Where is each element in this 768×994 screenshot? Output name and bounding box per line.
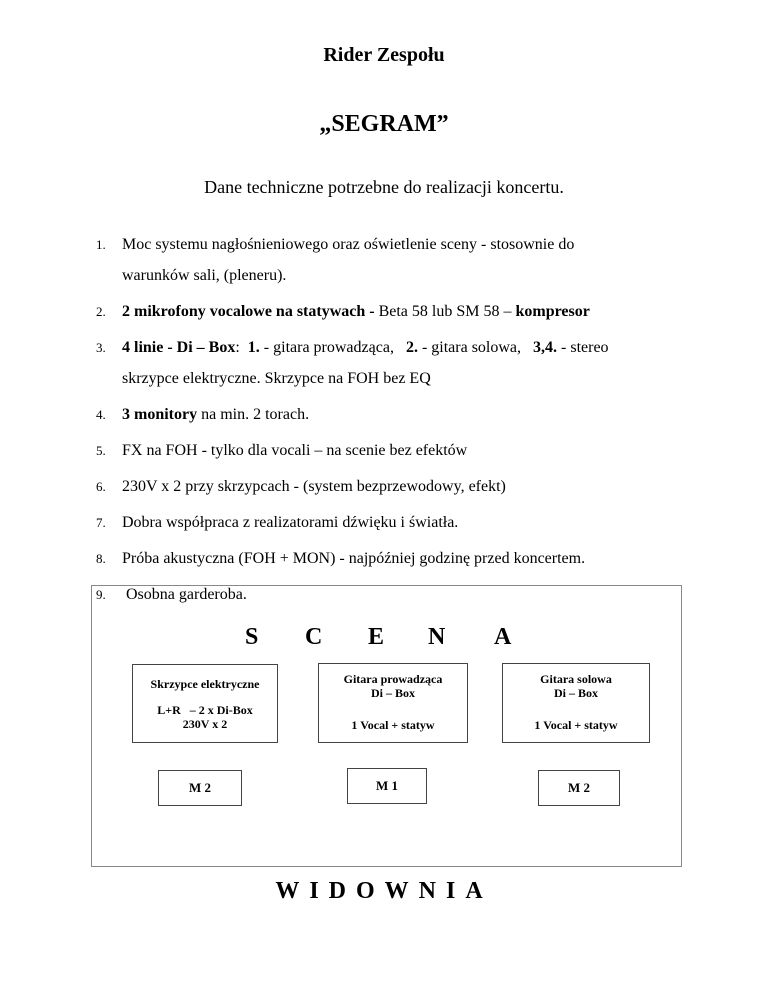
bold-text: 2. — [405, 339, 418, 356]
box-label: L+R – 2 x Di-Box — [157, 703, 253, 717]
item-text: Próba akustyczna (FOH + MON) - najpóźniej godzinę przed koncertem. — [122, 550, 586, 567]
box-label: 1 Vocal + statyw — [534, 718, 618, 732]
monitor-box: M 2 — [538, 770, 620, 806]
plain-text: Beta 58 lub SM 58 – — [374, 303, 516, 320]
item-text: Osobna garderoba. — [122, 586, 247, 603]
item-text — [122, 404, 716, 426]
list-item — [96, 301, 716, 323]
item-text: Moc systemu nagłośnieniowego oraz oświetlenie sceny - stosownie do — [122, 236, 575, 253]
stage-letter: N — [428, 624, 446, 650]
document-subtitle: Dane techniczne potrzebne do realizacji koncertu. — [204, 177, 564, 197]
list-number: 8. — [96, 551, 106, 566]
stage-letter: C — [305, 624, 323, 650]
list-number: 6. — [96, 479, 106, 494]
bold-text: 3,4. — [533, 339, 558, 356]
box-label: Di – Box — [370, 686, 415, 700]
item-text: 230V x 2 przy skrzypcach - (system bezprzewodowy, efekt) — [122, 478, 506, 495]
lead-guitar-position-box — [318, 663, 468, 743]
stage-letter: A — [494, 624, 512, 650]
audience-label: WIDOWNIA — [275, 878, 493, 904]
stage-letter: S — [245, 624, 259, 650]
plain-text: - gitara solowa, — [417, 339, 534, 356]
monitor-box: M 2 — [158, 770, 242, 806]
box-label: 230V x 2 — [182, 717, 228, 731]
bold-text: 3 monitory — [122, 406, 198, 423]
item-text — [122, 301, 716, 323]
item-text-continued: skrzypce elektryczne. Skrzypce na FOH bez EQ — [122, 370, 431, 387]
list-item — [96, 548, 716, 570]
violin-position-box — [132, 664, 278, 743]
list-number: 3. — [96, 340, 106, 355]
plain-text: - gitara prowadząca, — [259, 339, 406, 356]
plain-text: na min. 2 torach. — [197, 406, 310, 423]
monitor-box: M 1 — [347, 768, 427, 804]
bold-text: 2 mikrofony vocalowe na statywach - — [122, 303, 375, 320]
list-number: 5. — [96, 443, 106, 458]
list-number: 2. — [96, 304, 106, 319]
list-number: 4. — [96, 407, 106, 422]
box-label: 1 Vocal + statyw — [351, 718, 435, 732]
box-label: Skrzypce elektryczne — [150, 677, 260, 691]
item-text: Dobra współpraca z realizatorami dźwięku i światła. — [122, 514, 459, 531]
plain-text: - stereo — [557, 339, 609, 356]
bold-text: 4 linie - Di – Box — [122, 339, 236, 356]
list-item — [96, 512, 716, 534]
stage-letter: E — [368, 624, 385, 650]
list-number: 9. — [96, 587, 106, 602]
list-number: 1. — [96, 237, 106, 252]
requirements-list — [96, 234, 716, 606]
list-item — [96, 404, 716, 426]
list-number: 7. — [96, 515, 106, 530]
box-label: Gitara prowadząca — [343, 672, 443, 686]
solo-guitar-position-box — [502, 663, 650, 743]
bold-text: kompresor — [515, 303, 590, 320]
band-name: „SEGRAM” — [319, 111, 449, 137]
document-title: Rider Zespołu — [323, 44, 445, 66]
bold-text: 1. — [247, 339, 260, 356]
list-item — [96, 337, 716, 390]
box-label: Gitara solowa — [540, 672, 612, 686]
item-text — [122, 337, 716, 359]
list-item — [96, 234, 716, 287]
plain-text: : — [235, 339, 248, 356]
item-text-continued: warunków sali, (pleneru). — [122, 267, 287, 284]
list-item — [96, 440, 716, 462]
list-item — [96, 476, 716, 498]
box-label: Di – Box — [553, 686, 598, 700]
item-text: FX na FOH - tylko dla vocali – na scenie bez efektów — [122, 442, 468, 459]
